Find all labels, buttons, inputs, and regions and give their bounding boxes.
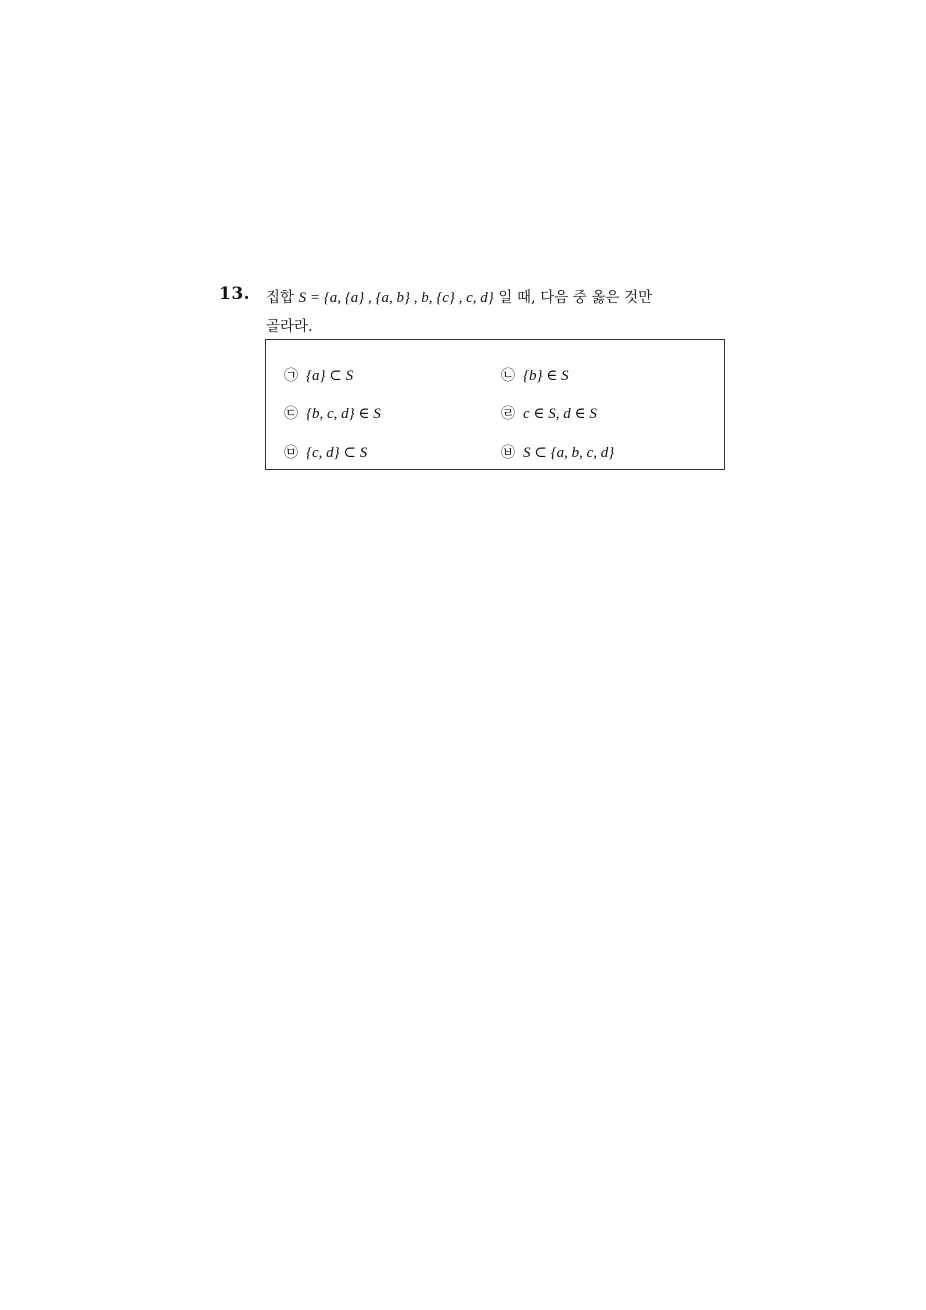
- choice-marker: ㉠: [284, 368, 298, 384]
- problem-intro: 집합: [266, 290, 299, 306]
- problem-number: 13.: [219, 284, 251, 304]
- choice-item: [284, 365, 353, 385]
- choice-expression: {b, c, d} ∈ S: [306, 405, 381, 422]
- problem-line-2: 골라라.: [266, 319, 313, 335]
- choice-marker: ㉤: [284, 445, 298, 461]
- choice-box: [265, 339, 725, 470]
- choice-marker: ㉢: [284, 406, 298, 422]
- problem-statement: [266, 284, 736, 342]
- problem-line-1: [266, 284, 736, 313]
- choice-expression: c ∈ S, d ∈ S: [523, 405, 597, 422]
- choice-expression: S ⊂ {a, b, c, d}: [523, 444, 615, 461]
- choice-marker: ㉣: [501, 406, 515, 422]
- choice-item: [501, 365, 569, 385]
- choice-marker: ㉡: [501, 368, 515, 384]
- choice-expression: {b} ∈ S: [523, 367, 569, 384]
- choice-expression: {c, d} ⊂ S: [306, 444, 368, 461]
- choice-marker: ㉥: [501, 445, 515, 461]
- choice-item: [501, 442, 614, 462]
- choice-item: [501, 403, 597, 423]
- problem-question: 일 때, 다음 중 옳은 것만: [493, 290, 653, 306]
- choice-item: [284, 442, 367, 462]
- choice-item: [284, 403, 381, 423]
- set-definition: S = {a, {a} , {a, b} , b, {c} , c, d}: [298, 290, 494, 306]
- choice-expression: {a} ⊂ S: [306, 367, 354, 384]
